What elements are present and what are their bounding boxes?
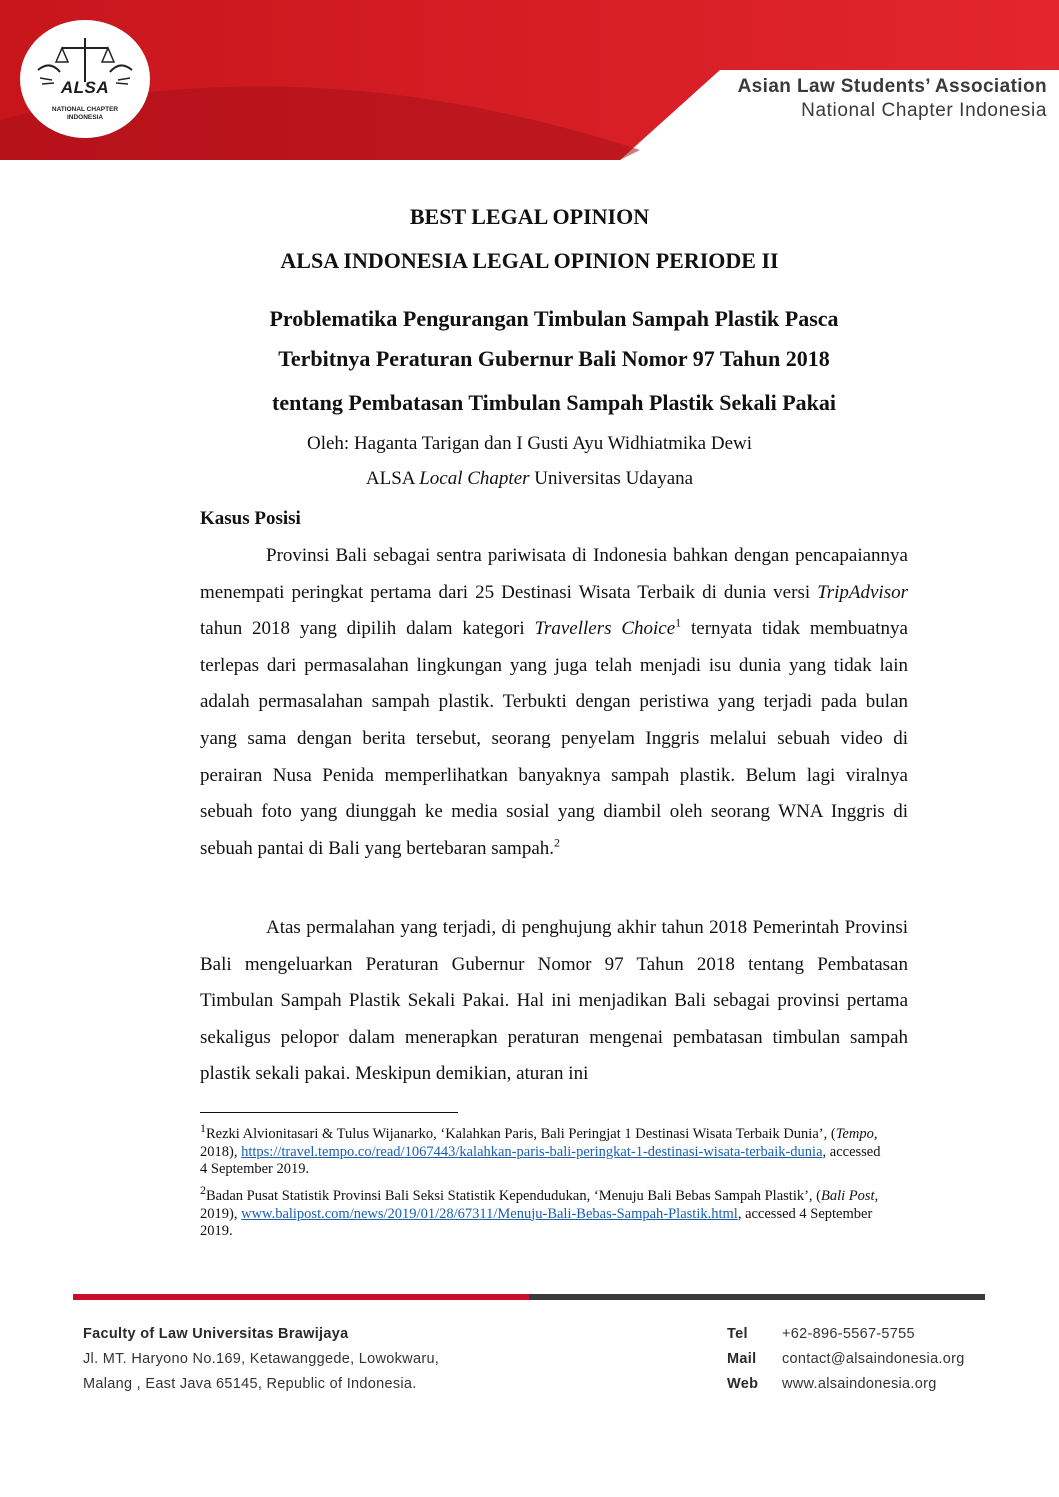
footer-divider-dark bbox=[529, 1294, 985, 1300]
footer-institution: Faculty of Law Universitas Brawijaya bbox=[83, 1326, 349, 1342]
footer-divider-red bbox=[73, 1294, 529, 1300]
alsa-logo bbox=[20, 20, 150, 138]
association-name bbox=[738, 76, 1047, 122]
opinion-title-line: tentang Pembatasan Timbulan Sampah Plastik Sekali Pakai bbox=[272, 390, 836, 415]
affiliation: ALSA Local Chapter Universitas Udayana bbox=[365, 468, 694, 489]
logo-subtext: NATIONAL CHAPTER bbox=[51, 106, 119, 113]
footnote-ref: 2 bbox=[554, 835, 561, 850]
footnote-link[interactable]: www.balipost.com/news/2019/01/28/67311/Menuju-Bali-Bebas-Sampah-Plastik.html bbox=[241, 1205, 738, 1222]
footnote-ref: 1 bbox=[675, 615, 682, 630]
footer-address: Jl. MT. Haryono No.169, Ketawanggede, Lowokwaru, bbox=[83, 1351, 440, 1367]
document-title: BEST LEGAL OPINION bbox=[409, 204, 650, 229]
footer-web-label: Web bbox=[727, 1376, 759, 1392]
document-subtitle: ALSA INDONESIA LEGAL OPINION PERIODE II bbox=[280, 248, 779, 273]
association-line-1: Asian Law Students’ Association bbox=[737, 76, 1047, 97]
logo-subtext: INDONESIA bbox=[66, 114, 104, 121]
opinion-title-line: Problematika Pengurangan Timbulan Sampah Plastik Pasca bbox=[269, 306, 839, 331]
footnote-link[interactable]: https://travel.tempo.co/read/1067443/kalahkan-paris-bali-peringkat-1-destinasi-wisata-terbaik-dunia bbox=[241, 1143, 823, 1160]
footnote: $^2$Badan Pusat Statistik Provinsi Bali Seksi Statistik Kependudukan, ‘Menuju Bali Bebas Sampah Plastik’, (Bali Post, 2019), www.balipost.com/news/2019/01/28/67311/Menuju-Bali-Bebas-Sampah-Plastik.html, accessed 4 September 2019. bbox=[200, 1183, 879, 1239]
footer-mail-label: Mail bbox=[727, 1351, 757, 1367]
page-header bbox=[0, 0, 1059, 160]
logo-wordmark: ALSA bbox=[60, 78, 110, 97]
body-paragraph: Atas permalahan yang terjadi, di penghujung akhir tahun 2018 Pemerintah Provinsi Bali mengeluarkan Peraturan Gubernur Nomor 97 Tahun 2018 tentang Pembatasan Timbulan Sampah Plastik Sekali Pakai. Hal ini menjadikan Bali sebagai provinsi pertama sekaligus pelopor dalam menerapkan peraturan mengenai pembatasan timbulan sampah plastik sekali pakai. Meskipun demikian, aturan ini bbox=[200, 917, 908, 1085]
authors: Oleh: Haganta Tarigan dan I Gusti Ayu Widhiatmika Dewi bbox=[306, 433, 753, 454]
opinion-title-line: Terbitnya Peraturan Gubernur Bali Nomor 97 Tahun 2018 bbox=[278, 346, 830, 371]
footer-mail[interactable]: contact@alsaindonesia.org bbox=[782, 1351, 965, 1367]
section-heading: Kasus Posisi bbox=[200, 508, 301, 529]
footer-tel[interactable]: +62-896-5567-5755 bbox=[782, 1326, 915, 1342]
body-paragraph: Provinsi Bali sebagai sentra pariwisata di Indonesia bahkan dengan pencapaiannya menempati peringkat pertama dari 25 Destinasi Wisata Terbaik di dunia versi TripAdvisor tahun 2018 yang dipilih dalam kategori Travellers Choice$^1$ ternyata tidak membuatnya terlepas dari permasalahan lingkungan yang juga telah menjadi isu dunia yang tidak lain adalah permasalahan sampah plastik. Terbukti dengan peristiwa yang terjadi pada bulan yang sama dengan berita tersebut, seorang penyelam Inggris melalui sebuah video di perairan Nusa Penida memperlihatkan banyaknya sampah plastik. Belum lagi viralnya sebuah foto yang diunggah ke media sosial yang diambil oleh seorang WNA Inggris di sebuah pantai di Bali yang bertebaran sampah.$^2$ bbox=[200, 545, 908, 859]
footer-address: Malang , East Java 65145, Republic of Indonesia. bbox=[83, 1376, 417, 1392]
footer-tel-label: Tel bbox=[727, 1326, 748, 1342]
footnote-divider bbox=[200, 1112, 458, 1113]
footer-web[interactable]: www.alsaindonesia.org bbox=[782, 1376, 937, 1392]
association-line-2: National Chapter Indonesia bbox=[801, 100, 1047, 121]
footnote: $^1$Rezki Alvionitasari & Tulus Wijanarko, ‘Kalahkan Paris, Bali Peringjat 1 Destinasi Wisata Terbaik Dunia’, (Tempo, 2018), https://travel.tempo.co/read/1067443/kalahkan-paris-bali-peringkat-1-destinasi-wisata-terbaik-dunia, accessed 4 September 2019. bbox=[200, 1121, 881, 1177]
